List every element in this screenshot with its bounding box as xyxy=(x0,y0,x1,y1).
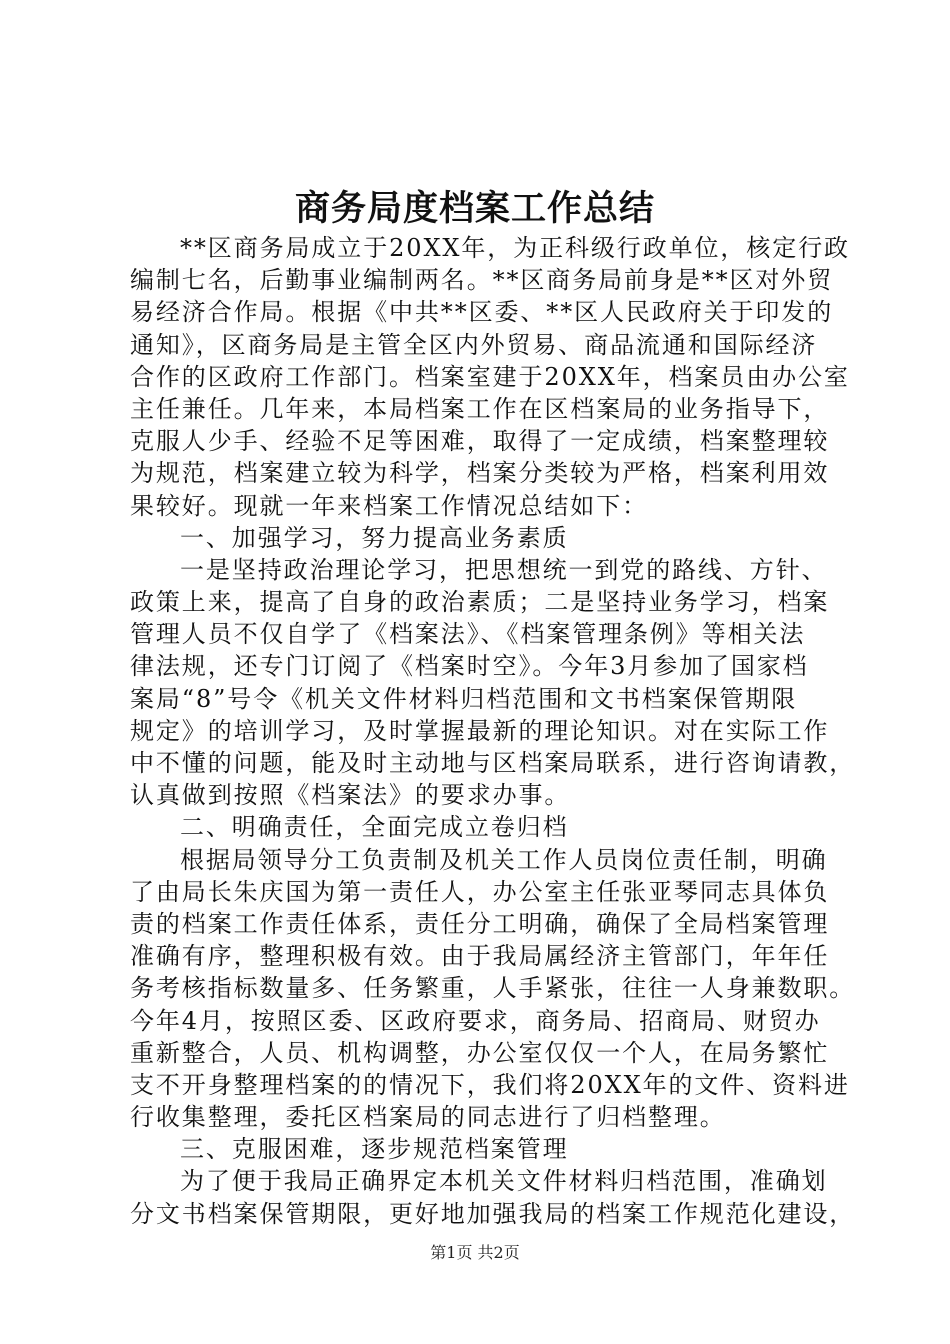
body-line: 案局“8”号令《机关文件材料归档范围和文书档案保管期限 xyxy=(130,684,798,713)
body-line: 果较好。现就一年来档案工作情况总结如下： xyxy=(130,491,648,520)
body-line: 重新整合，人员、机构调整，办公室仅仅一个人，在局务繁忙 xyxy=(130,1038,830,1067)
body-line: 一、加强学习，努力提高业务素质 xyxy=(180,523,569,552)
body-line: 通知》，区商务局是主管全区内外贸易、商品流通和国际经济 xyxy=(130,330,818,359)
body-line: 中不懂的问题，能及时主动地与区档案局联系，进行咨询请教， xyxy=(130,749,856,777)
body-line: 管理人员不仅自学了《档案法》、《档案管理条例》等相关法 xyxy=(130,620,806,649)
body-line: 了由局长朱庆国为第一责任人，办公室主任张亚琴同志具体负 xyxy=(130,877,830,906)
document-title: 商务局度档案工作总结 xyxy=(294,188,655,229)
body-line: 准确有序，整理积极有效。由于我局属经济主管部门，年年任 xyxy=(130,942,830,971)
body-line: 认真做到按照《档案法》的要求办事。 xyxy=(130,781,571,810)
body-line: 二、明确责任，全面完成立卷归档 xyxy=(180,813,569,842)
body-line: 克服人少手、经验不足等困难，取得了一定成绩，档案整理较 xyxy=(130,427,830,456)
body-line: 分文书档案保管期限，更好地加强我局的档案工作规范化建设， xyxy=(130,1199,856,1228)
body-line: 今年4月，按照区委、区政府要求，商务局、招商局、财贸办 xyxy=(130,1006,821,1035)
body-line: 行收集整理，委托区档案局的同志进行了归档整理。 xyxy=(130,1103,726,1132)
body-line: 政策上来，提高了自身的政治素质；二是坚持业务学习，档案 xyxy=(130,588,830,617)
body-line: 三、克服困难，逐步规范档案管理 xyxy=(180,1135,569,1164)
body-line: 务考核指标数量多、任务繁重，人手紧张，往往一人身兼数职。 xyxy=(130,974,856,1003)
body-line: 一是坚持政治理论学习，把思想统一到党的路线、方针、 xyxy=(180,555,828,584)
body-line: 责的档案工作责任体系，责任分工明确，确保了全局档案管理 xyxy=(130,909,830,938)
body-line: 根据局领导分工负责制及机关工作人员岗位责任制，明确 xyxy=(180,845,828,874)
body-line: 为了便于我局正确界定本机关文件材料归档范围，准确划 xyxy=(180,1167,828,1196)
body-line: 易经济合作局。根据《中共**区委、**区人民政府关于印发的 xyxy=(130,298,834,327)
body-line: 律法规，还专门订阅了《档案时空》。今年3月参加了国家档 xyxy=(130,652,809,681)
body-line: 主任兼任。几年来，本局档案工作在区档案局的业务指导下， xyxy=(130,394,830,423)
body-line: 编制七名，后勤事业编制两名。**区商务局前身是**区对外贸 xyxy=(130,266,834,295)
document-body xyxy=(130,232,856,1230)
body-line: 为规范，档案建立较为科学，档案分类较为严格，档案利用效 xyxy=(130,459,830,488)
page-footer: 第1页 共2页 xyxy=(430,1243,520,1262)
body-line: **区商务局成立于20XX年，为正科级行政单位，核定行政 xyxy=(180,234,850,262)
body-line: 规定》的培训学习，及时掌握最新的理论知识。对在实际工作 xyxy=(130,716,830,745)
body-line: 合作的区政府工作部门。档案室建于20XX年，档案员由办公室 xyxy=(130,362,850,391)
body-line: 支不开身整理档案的的情况下，我们将20XX年的文件、资料进 xyxy=(130,1070,850,1099)
